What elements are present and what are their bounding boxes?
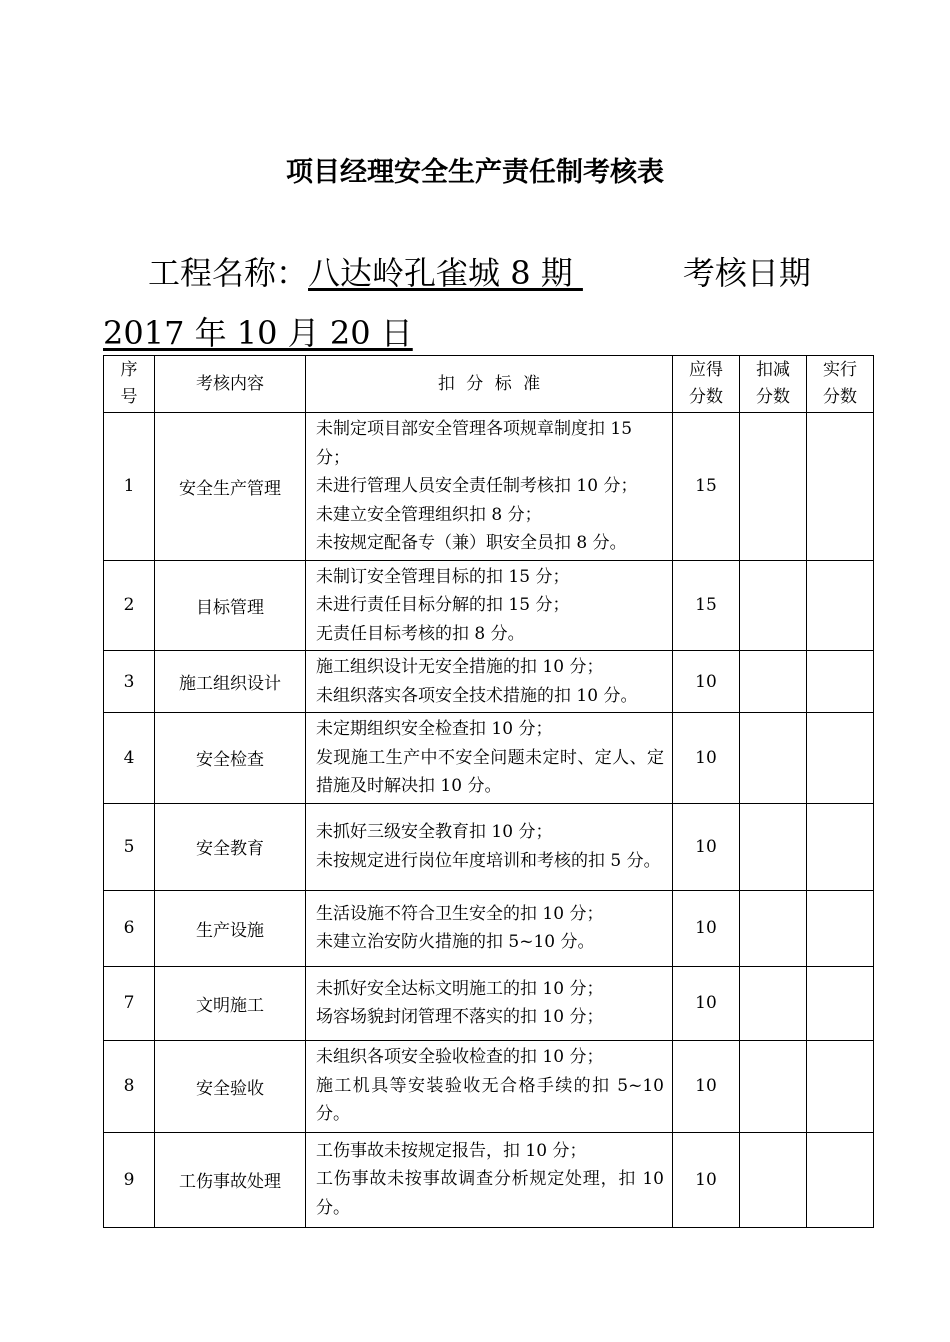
row-criteria: 未抓好安全达标文明施工的扣 10 分； 场容场貌封闭管理不落实的扣 10 分； [306,966,673,1040]
table-row [104,966,874,1040]
date-value: 2017 年 10 月 20 日 [103,314,413,352]
row-item: 安全生产管理 [155,413,306,561]
row-item: 安全教育 [155,803,306,890]
row-deduct-cell[interactable] [740,651,807,713]
row-actual-cell[interactable] [807,413,874,561]
project-line [148,248,811,294]
row-deduct-cell[interactable] [740,803,807,890]
row-due-score: 15 [673,560,740,651]
row-actual-cell[interactable] [807,713,874,804]
row-due-score: 10 [673,890,740,966]
project-label: 工程名称： [148,254,309,292]
assessment-table [103,355,874,1228]
row-no: 6 [104,890,155,966]
table-row [104,890,874,966]
table-row [104,1132,874,1227]
row-due-score: 10 [673,713,740,804]
row-due-score: 10 [673,1132,740,1227]
row-actual-cell[interactable] [807,966,874,1040]
col-header-standard: 扣 分 标 准 [306,356,673,413]
row-criteria: 生活设施不符合卫生安全的扣 10 分； 未建立治安防火措施的扣 5~10 分。 [306,890,673,966]
row-criteria: 未制订安全管理目标的扣 15 分； 未进行责任目标分解的扣 15 分； 无责任目标考核的扣 8 分。 [306,560,673,651]
row-actual-cell[interactable] [807,1040,874,1132]
row-deduct-cell[interactable] [740,1132,807,1227]
row-no: 3 [104,651,155,713]
row-deduct-cell[interactable] [740,413,807,561]
table-row [104,1040,874,1132]
row-actual-cell[interactable] [807,560,874,651]
col-header-content: 考核内容 [155,356,306,413]
row-criteria: 未组织各项安全验收检查的扣 10 分； 施工机具等安装验收无合格手续的扣 5~10 分。 [306,1040,673,1132]
table-row [104,413,874,561]
date-label: 考核日期 [682,254,811,292]
row-no: 2 [104,560,155,651]
row-deduct-cell[interactable] [740,1040,807,1132]
row-actual-cell[interactable] [807,1132,874,1227]
row-due-score: 15 [673,413,740,561]
row-deduct-cell[interactable] [740,966,807,1040]
row-deduct-cell[interactable] [740,713,807,804]
row-no: 9 [104,1132,155,1227]
row-due-score: 10 [673,803,740,890]
row-item: 安全检查 [155,713,306,804]
row-no: 1 [104,413,155,561]
row-item: 文明施工 [155,966,306,1040]
table-row [104,803,874,890]
row-item: 施工组织设计 [155,651,306,713]
row-actual-cell[interactable] [807,890,874,966]
row-actual-cell[interactable] [807,651,874,713]
row-no: 5 [104,803,155,890]
table-row [104,651,874,713]
col-header-deduct: 扣减 分数 [740,356,807,413]
row-actual-cell[interactable] [807,803,874,890]
row-item: 工伤事故处理 [155,1132,306,1227]
project-name: 八达岭孔雀城 8 期 [308,254,583,292]
row-no: 4 [104,713,155,804]
page-title: 项目经理安全生产责任制考核表 [286,157,664,188]
row-criteria: 工伤事故未按规定报告，扣 10 分； 工伤事故未按事故调查分析规定处理，扣 10 分。 [306,1132,673,1227]
row-criteria: 未抓好三级安全教育扣 10 分； 未按规定进行岗位年度培训和考核的扣 5 分。 [306,803,673,890]
row-item: 安全验收 [155,1040,306,1132]
table-row [104,560,874,651]
row-deduct-cell[interactable] [740,560,807,651]
row-no: 7 [104,966,155,1040]
row-no: 8 [104,1040,155,1132]
row-criteria: 未制定项目部安全管理各项规章制度扣 15 分； 未进行管理人员安全责任制考核扣 10 分； 未建立安全管理组织扣 8 分； 未按规定配备专（兼）职安全员扣 8 分。 [306,413,673,561]
row-due-score: 10 [673,966,740,1040]
col-header-due: 应得 分数 [673,356,740,413]
col-header-no: 序 号 [104,356,155,413]
row-item: 目标管理 [155,560,306,651]
row-criteria: 施工组织设计无安全措施的扣 10 分； 未组织落实各项安全技术措施的扣 10 分。 [306,651,673,713]
row-due-score: 10 [673,651,740,713]
row-due-score: 10 [673,1040,740,1132]
col-header-actual: 实行 分数 [807,356,874,413]
row-criteria: 未定期组织安全检查扣 10 分； 发现施工生产中不安全问题未定时、定人、定措施及时解决扣 10 分。 [306,713,673,804]
table-header-row [104,356,874,413]
row-deduct-cell[interactable] [740,890,807,966]
table-row [104,713,874,804]
row-item: 生产设施 [155,890,306,966]
